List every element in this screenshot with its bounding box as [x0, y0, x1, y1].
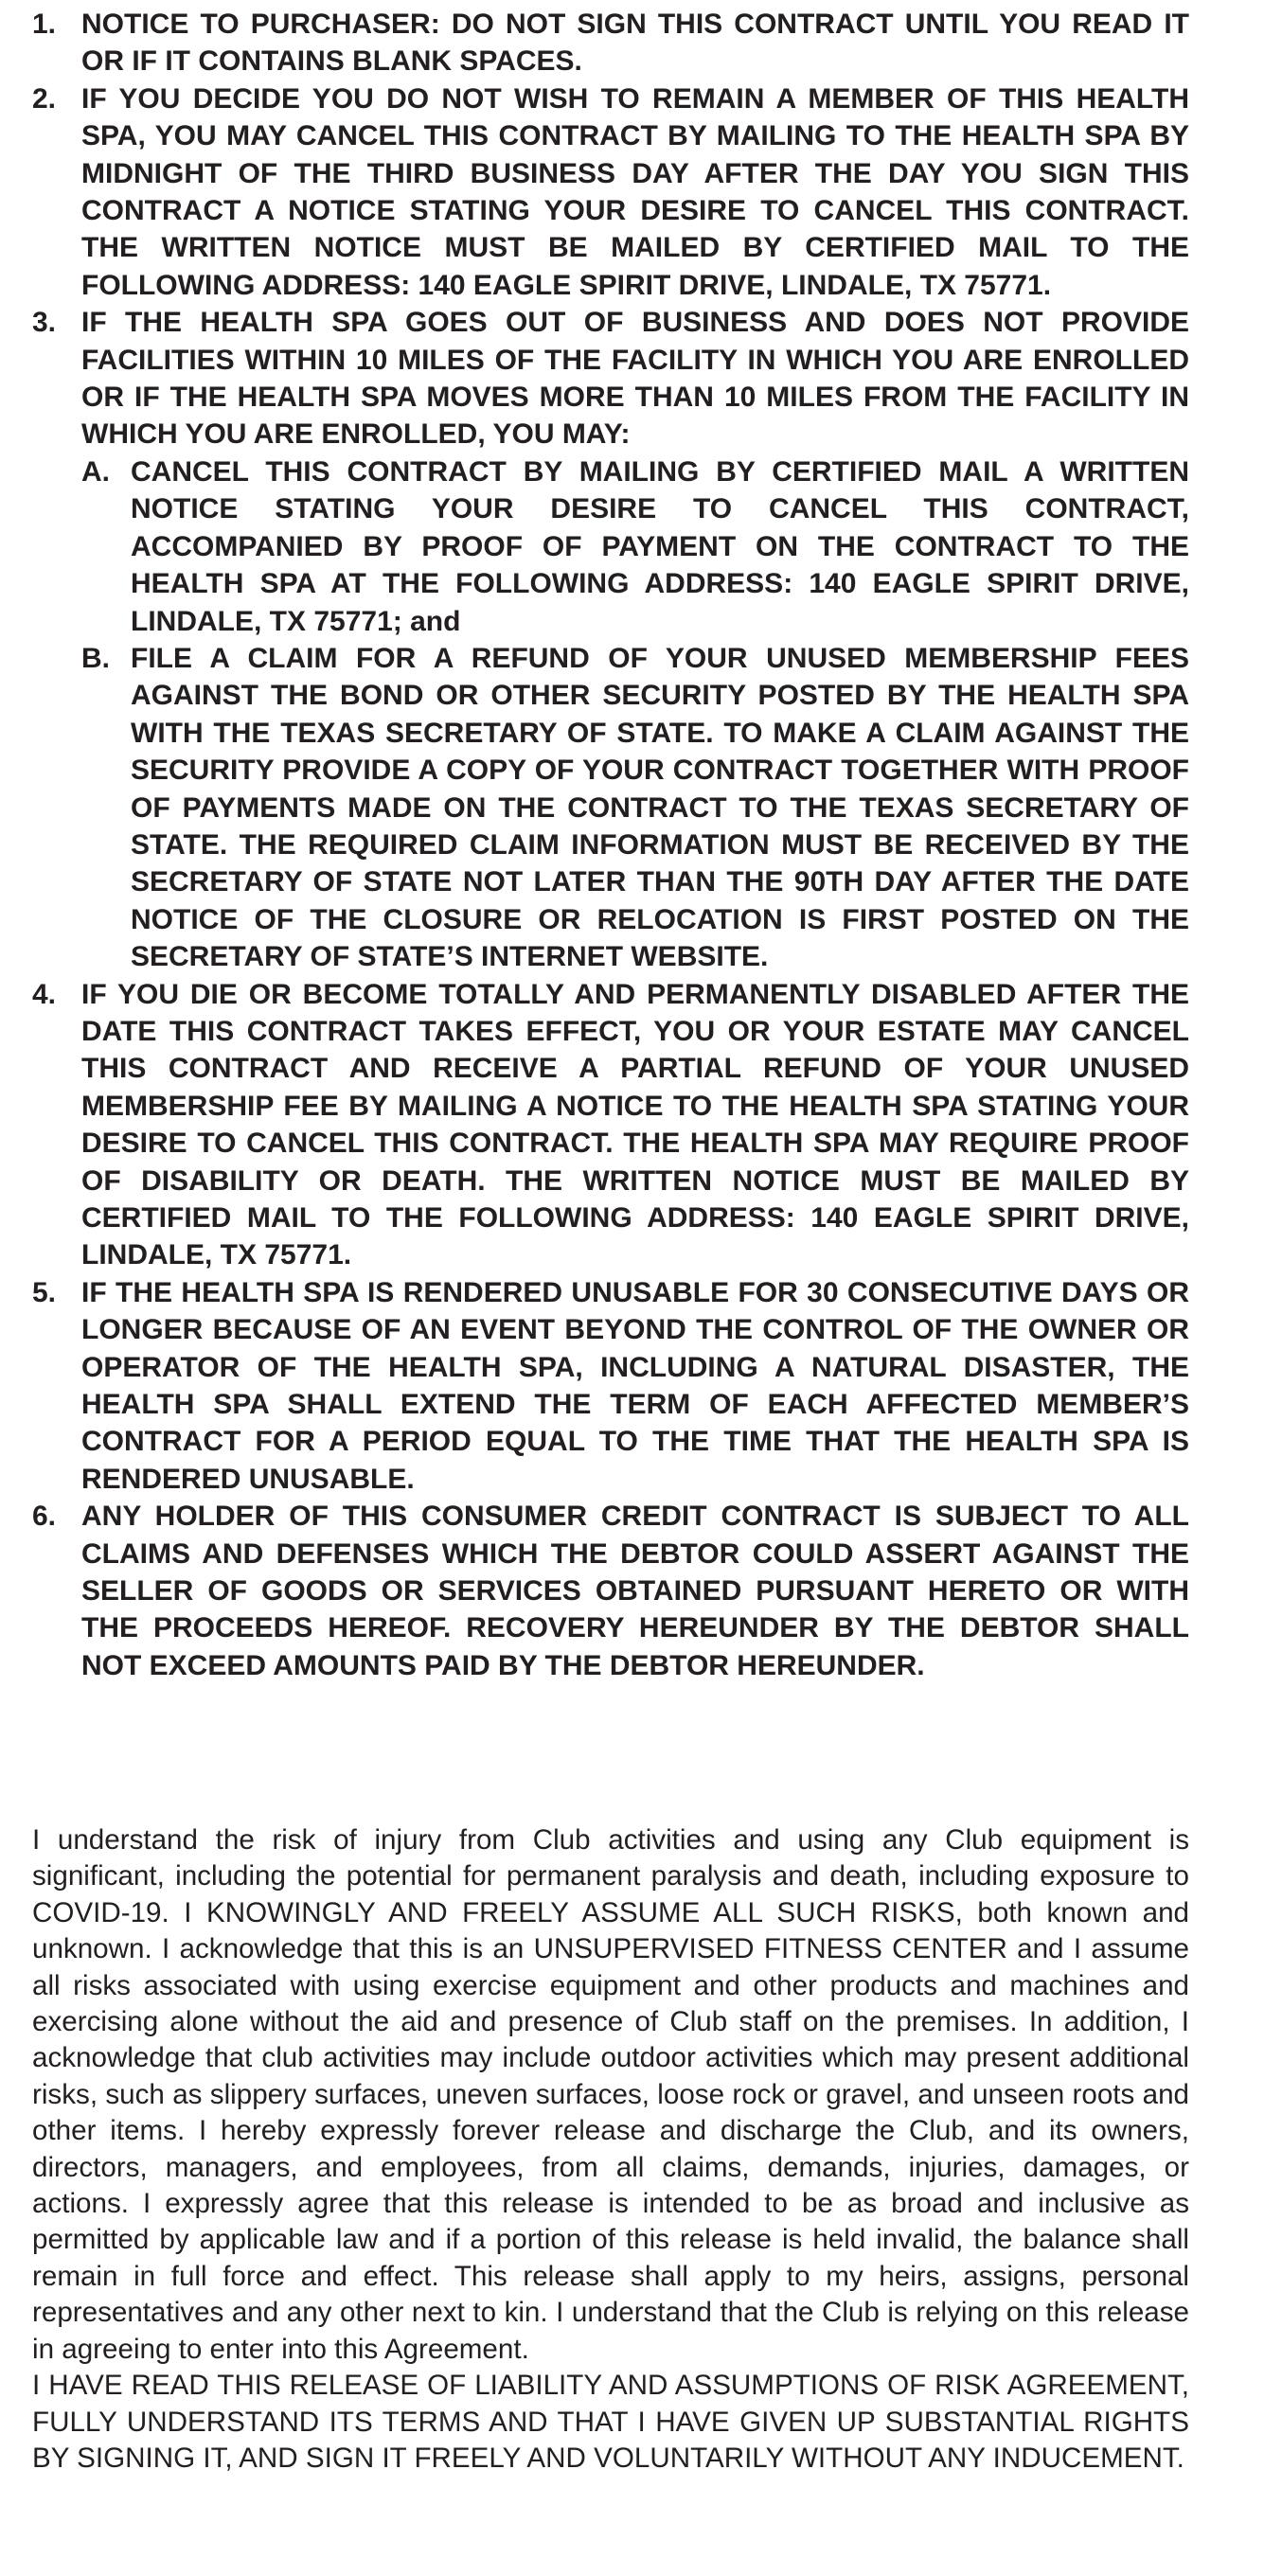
notice-subitem-a [81, 453, 1189, 640]
notice-sublist [81, 453, 1189, 976]
notice-text: IF YOU DIE OR BECOME TOTALLY AND PERMANENTLY DISABLED AFTER THE DATE THIS CONTRACT TAKES EFFECT, YOU OR YOUR ESTATE MAY CANCEL THIS CONTRACT AND RECEIVE A PARTIAL REFUND OF YOUR UNUSED MEMBERSHIP FEE BY MAILING A NOTICE TO THE HEALTH SPA STATING YOUR DESIRE TO CANCEL THIS CONTRACT. THE HEALTH SPA MAY REQUIRE PROOF OF DISABILITY OR DEATH. THE WRITTEN NOTICE MUST BE MAILED BY CERTIFIED MAIL TO THE FOLLOWING ADDRESS: 140 EAGLE SPIRIT DRIVE, LINDALE, TX 75771. [81, 978, 1189, 1271]
notice-item-2 [32, 80, 1189, 304]
notice-number: 1. [32, 9, 57, 40]
notice-number: 5. [32, 1276, 57, 1308]
notice-item-1 [32, 6, 1189, 80]
notice-number: 2. [32, 82, 57, 115]
subitem-letter: A. [81, 455, 110, 488]
subitem-text: FILE A CLAIM FOR A REFUND OF YOUR UNUSED MEMBERSHIP FEES AGAINST THE BOND OR OTHER SECURITY POSTED BY THE HEALTH SPA WITH THE TEXAS SECRETARY OF STATE. TO MAKE A CLAIM AGAINST THE SECURITY PROVIDE A COPY OF YOUR CONTRACT TOGETHER WITH PROOF OF PAYMENTS MADE ON THE CONTRACT TO THE TEXAS SECRETARY OF STATE. THE REQUIRED CLAIM INFORMATION MUST BE RECEIVED BY THE SECRETARY OF STATE NOT LATER THAN THE 90TH DAY AFTER THE DATE NOTICE OF THE CLOSURE OR RELOCATION IS FIRST POSTED ON THE SECRETARY OF STATE’S INTERNET WEBSITE. [131, 642, 1189, 973]
notice-text: IF THE HEALTH SPA IS RENDERED UNUSABLE FOR 30 CONSECUTIVE DAYS OR LONGER BECAUSE OF AN EVENT BEYOND THE CONTROL OF THE OWNER OR OPERATOR OF THE HEALTH SPA, INCLUDING A NATURAL DISASTER, THE HEALTH SPA SHALL EXTEND THE TERM OF EACH AFFECTED MEMBER’S CONTRACT FOR A PERIOD EQUAL TO THE TIME THAT THE HEALTH SPA IS RENDERED UNUSABLE. [81, 1276, 1189, 1495]
subitem-text: CANCEL THIS CONTRACT BY MAILING BY CERTIFIED MAIL A WRITTEN NOTICE STATING YOUR DESIRE TO CANCEL THIS CONTRACT, ACCOMPANIED BY PROOF OF PAYMENT ON THE CONTRACT TO THE HEALTH SPA AT THE FOLLOWING ADDRESS: 140 EAGLE SPIRIT DRIVE, LINDALE, TX 75771; and [131, 455, 1189, 637]
notice-text: ANY HOLDER OF THIS CONSUMER CREDIT CONTRACT IS SUBJECT TO ALL CLAIMS AND DEFENSES WHICH THE DEBTOR COULD ASSERT AGAINST THE SELLER OF GOODS OR SERVICES OBTAINED PURSUANT HERETO OR WITH THE PROCEEDS HEREOF. RECOVERY HEREUNDER BY THE DEBTOR SHALL NOT EXCEED AMOUNTS PAID BY THE DEBTOR HEREUNDER. [81, 1501, 1189, 1681]
notice-text: IF YOU DECIDE YOU DO NOT WISH TO REMAIN A MEMBER OF THIS HEALTH SPA, YOU MAY CANCEL THIS CONTRACT BY MAILING TO THE HEALTH SPA BY MIDNIGHT OF THE THIRD BUSINESS DAY AFTER THE DAY YOU SIGN THIS CONTRACT A NOTICE STATING YOUR DESIRE TO CANCEL THIS CONTRACT. THE WRITTEN NOTICE MUST BE MAILED BY CERTIFIED MAIL TO THE FOLLOWING ADDRESS: 140 EAGLE SPIRIT DRIVE, LINDALE, TX 75771. [81, 82, 1189, 301]
notice-number: 3. [32, 307, 57, 339]
notice-item-6 [32, 1498, 1189, 1684]
subitem-letter: B. [81, 642, 110, 674]
release-paragraph: I understand the risk of injury from Club activities and using any Club equipment is significant, including the potential for permanent paralysis and death, including exposure to COVID-19. I KNOWINGLY AND FREELY ASSUME ALL SUCH RISKS, both known and unknown. I acknowledge that this is an UNSUPERVISED FITNESS CENTER and I assume all risks associated with using exercise equipment and other products and machines and exercising alone without the aid and presence of Club staff on the premises. In addition, I acknowledge that club activities may include outdoor activities which may present additional risks, such as slippery surfaces, uneven surfaces, loose rock or gravel, and unseen roots and other items. I hereby expressly forever release and discharge the Club, and its owners, directors, managers, and employees, from all claims, demands, injuries, damages, or actions. I expressly agree that this release is intended to be as broad and inclusive as permitted by applicable law and if a portion of this release is held invalid, the balance shall remain in full force and effect. This release shall apply to my heirs, assigns, personal representatives and any other next to kin. I understand that the Club is relying on this release in agreeing to enter into this Agreement. [32, 1824, 1189, 2365]
notice-number: 6. [32, 1501, 57, 1533]
release-acknowledgement: I HAVE READ THIS RELEASE OF LIABILITY AND ASSUMPTIONS OF RISK AGREEMENT, FULLY UNDERSTAND ITS TERMS AND THAT I HAVE GIVEN UP SUBSTANTIAL RIGHTS BY SIGNING IT, AND SIGN IT FREELY AND VOLUNTARILY WITHOUT ANY INDUCEMENT. [32, 2370, 1189, 2474]
notice-number: 4. [32, 978, 57, 1010]
notice-item-3 [32, 304, 1189, 975]
liability-release [32, 1822, 1189, 2477]
notice-item-4 [32, 976, 1189, 1274]
notice-text: NOTICE TO PURCHASER: DO NOT SIGN THIS CONTRACT UNTIL YOU READ IT OR IF IT CONTAINS BLANK SPACES. [81, 9, 1189, 78]
notice-item-5 [32, 1274, 1189, 1498]
notice-subitem-b [81, 640, 1189, 976]
notice-list [32, 6, 1189, 1684]
notice-text: IF THE HEALTH SPA GOES OUT OF BUSINESS AND DOES NOT PROVIDE FACILITIES WITHIN 10 MILES OF THE FACILITY IN WHICH YOU ARE ENROLLED OR IF THE HEALTH SPA MOVES MORE THAN 10 MILES FROM THE FACILITY IN WHICH YOU ARE ENROLLED, YOU MAY: [81, 307, 1189, 451]
